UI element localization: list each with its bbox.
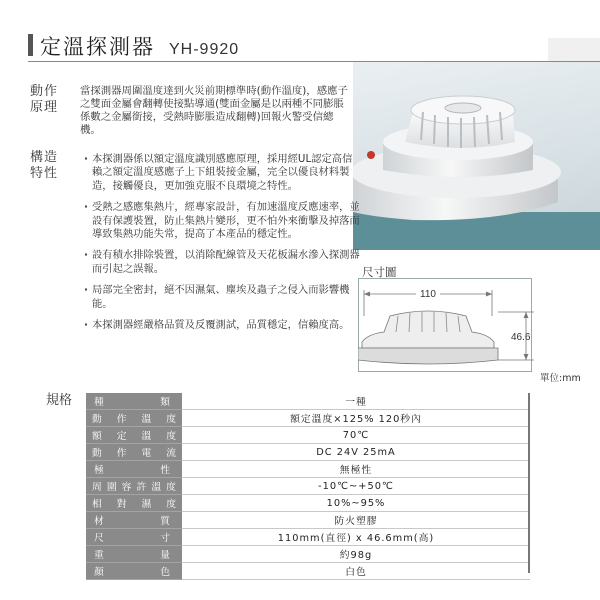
spec-value: 70℃ xyxy=(182,427,530,444)
spec-value: 額定溫度×125% 120秒內 xyxy=(182,410,530,427)
spec-key xyxy=(86,529,182,546)
table-row xyxy=(86,444,530,461)
spec-value: -10℃~+50℃ xyxy=(182,478,530,495)
unit-note: 單位:mm xyxy=(540,373,581,384)
dimension-height-label: 46.6 xyxy=(511,332,531,343)
spec-value: 一種 xyxy=(182,393,530,410)
principle-text: 當探測器周圍溫度達到火災前期標準時(動作溫度)，感應子 之雙面金屬會翻轉使接點導通(雙面金屬是以兩種不同膨脹 係數之金屬銜接，受熱時膨脹造成翻轉)回報火警受信總機。 xyxy=(80,85,348,136)
list-item: · 本探測器係以額定溫度識別感應原理，採用經UL認定高信賴之額定溫度感應子上下組裝接金屬，完全以優良材料製造，接觸優良，更加強克服不良環境之特性。 xyxy=(84,153,360,193)
list-item: · 設有積水排除裝置，以消除配線管及天花板漏水滲入探測器而引起之誤報。 xyxy=(84,249,360,276)
specs-label: 規格 xyxy=(46,393,73,408)
product-name: 定溫探測器 xyxy=(40,35,155,59)
spec-key-text: 額 定 溫 度 xyxy=(92,431,176,442)
spec-key-text: 動 作 電 流 xyxy=(92,448,176,459)
model-number: YH-9920 xyxy=(169,41,240,58)
spec-value: 110mm(直徑) x 46.6mm(高) xyxy=(182,529,530,546)
spec-key-text: 相 對 濕 度 xyxy=(92,499,176,510)
dimension-title: 尺寸圖 xyxy=(362,265,397,279)
spec-key xyxy=(86,393,182,410)
spec-key xyxy=(86,563,182,580)
spec-key xyxy=(86,512,182,529)
spec-table xyxy=(86,393,530,580)
spec-value: 約98g xyxy=(182,546,530,563)
structure-label: 構造 特性 xyxy=(30,150,59,181)
spec-value: 無極性 xyxy=(182,461,530,478)
list-item: · 受熱之感應集熱片，經專家設計，有加速溫度反應速率，並設有保護裝置，防止集熱片變形，更不怕外來衝擊及掉落而導致集熱功能失常，提高了本產品的穩定性。 xyxy=(84,201,360,241)
principle-label: 動作 原理 xyxy=(30,84,59,115)
spec-key-text: 尺 寸 xyxy=(94,533,170,544)
spec-key-text: 顏 色 xyxy=(94,567,170,578)
table-row xyxy=(86,427,530,444)
spec-table-edge xyxy=(528,393,530,573)
table-row xyxy=(86,546,530,563)
spec-key-text: 重 量 xyxy=(94,550,170,561)
spec-value: DC 24V 25mA xyxy=(182,444,530,461)
dimension-width-label: 110 xyxy=(420,289,436,300)
spec-key-text: 種 類 xyxy=(94,397,170,408)
spec-key-text: 周 圍 容 許 溫 度 xyxy=(92,482,176,493)
table-row xyxy=(86,563,530,580)
table-row xyxy=(86,478,530,495)
header-accent xyxy=(548,38,600,61)
feature-list xyxy=(84,153,360,340)
spec-key xyxy=(86,427,182,444)
spec-key xyxy=(86,410,182,427)
spec-key xyxy=(86,444,182,461)
table-row xyxy=(86,512,530,529)
spec-value: 10%~95% xyxy=(182,495,530,512)
table-row xyxy=(86,393,530,410)
spec-key-text: 極 性 xyxy=(94,465,170,476)
list-item: · 局部完全密封，絕不因濕氣、塵埃及蟲子之侵入而影響機能。 xyxy=(84,284,360,311)
page-title xyxy=(40,31,239,61)
detector-illustration xyxy=(353,62,600,250)
list-item: · 本探測器經嚴格品質及反覆測試，品質穩定，信賴度高。 xyxy=(84,319,360,332)
table-row xyxy=(86,410,530,427)
table-row xyxy=(86,529,530,546)
table-row xyxy=(86,461,530,478)
spec-value: 白色 xyxy=(182,563,530,580)
title-marker xyxy=(28,34,33,56)
spec-key-text: 材 質 xyxy=(94,516,170,527)
table-row xyxy=(86,495,530,512)
spec-key xyxy=(86,461,182,478)
product-photo xyxy=(353,62,600,250)
spec-value: 防火塑膠 xyxy=(182,512,530,529)
spec-key xyxy=(86,478,182,495)
spec-key xyxy=(86,546,182,563)
spec-key-text: 動 作 溫 度 xyxy=(92,414,176,425)
spec-key xyxy=(86,495,182,512)
